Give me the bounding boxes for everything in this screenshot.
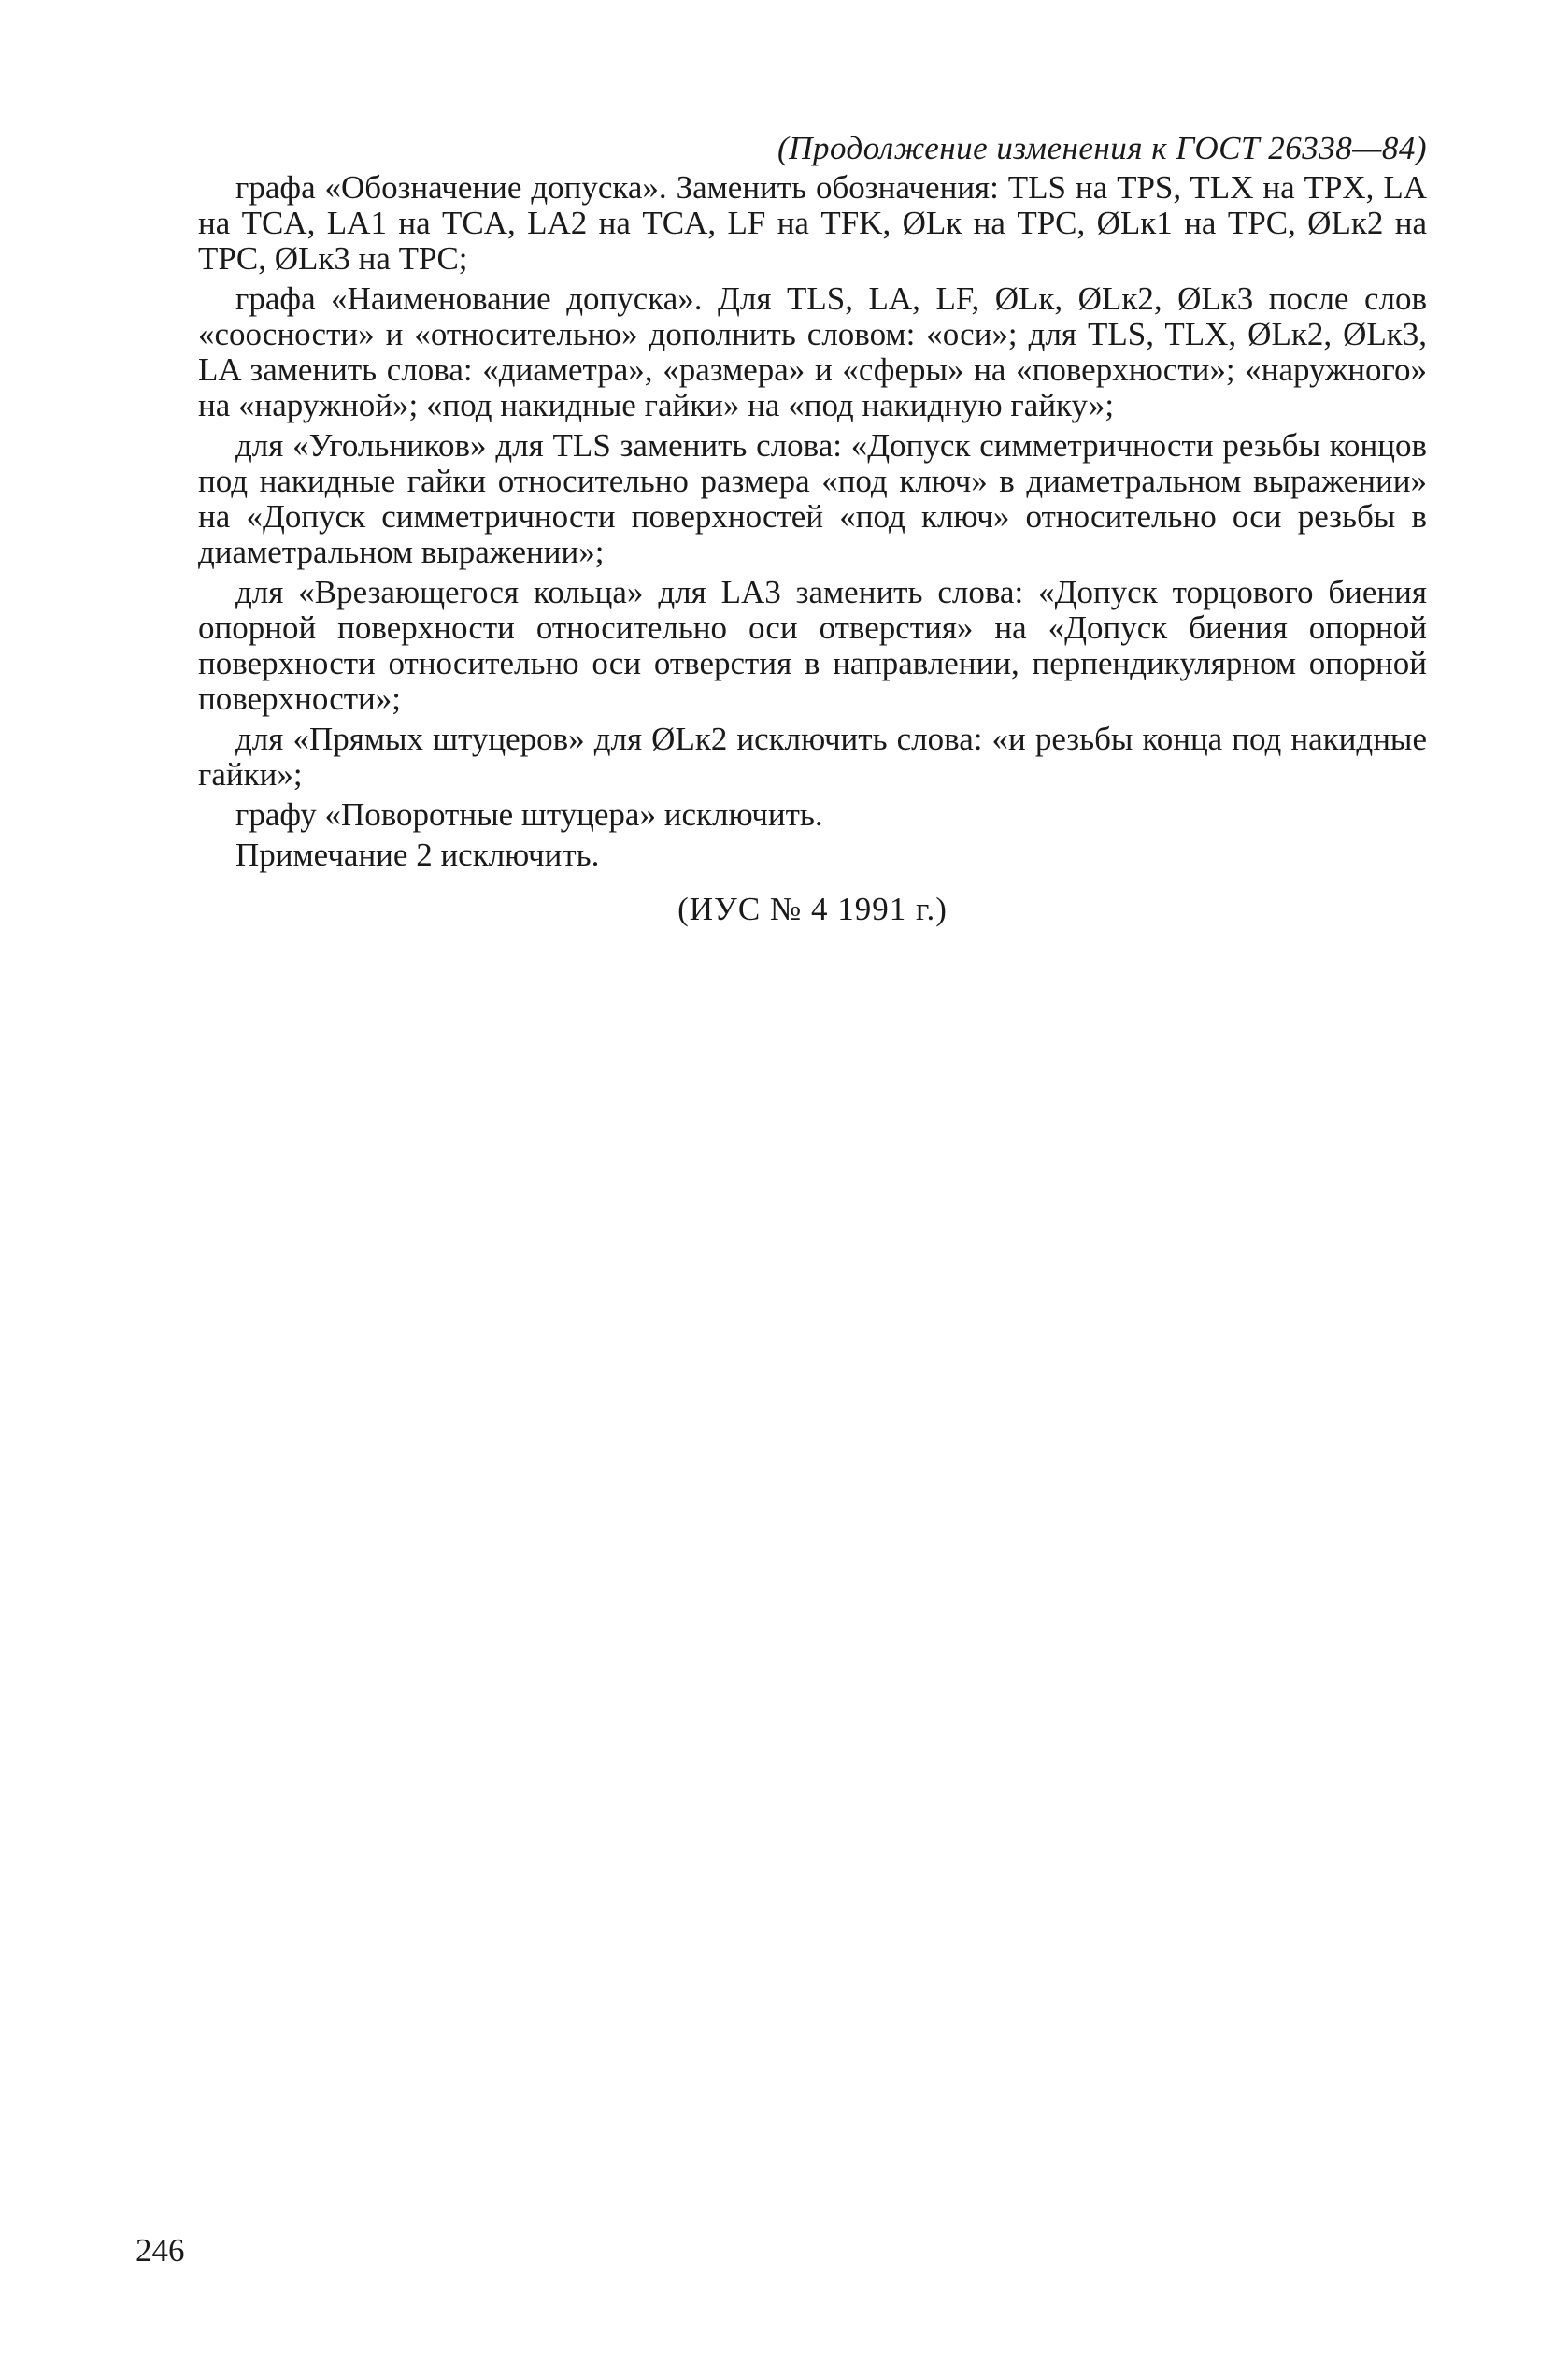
paragraph-note: Примечание 2 исключить. — [235, 837, 600, 873]
paragraph-naming: графа «Наименование допуска». Для TLS, LA, LF, ØLк, ØLк2, ØLк3 после слов «соосности» и «относительно» дополнить словом: «оси»; для TLS, TLX, ØLк2, ØLк3, LA заменить слова: «диаметра», «размера» и «сферы» на «поверхности»; «наружного» на «наружной»; «под накидные гайки» на «под накидную гайку»; — [198, 280, 1427, 423]
document-body — [198, 131, 1427, 927]
continuation-header: (Продолжение изменения к ГОСТ 26338—84) — [777, 130, 1427, 166]
page-number: 246 — [135, 2232, 185, 2269]
paragraph-elbows: для «Угольников» для TLS заменить слова: «Допуск симметричности резьбы концов под накидные гайки относительно размера «под ключ» в диаметральном выражении» на «Допуск симметричности поверхностей «под ключ» относительно оси резьбы в диаметральном выражении»; — [198, 427, 1427, 570]
paragraph-cutting-ring: для «Врезающегося кольца» для LA3 заменить слова: «Допуск торцового биения опорной поверхности относительно оси отверстия» на «Допуск биения опорной поверхности относительно оси отверстия в направлении, перпендикулярном опорной поверхности»; — [198, 574, 1427, 717]
paragraph-straight-fittings: для «Прямых штуцеров» для ØLк2 исключить слова: «и резьбы конца под накидные гайки»; — [198, 721, 1427, 793]
paragraph-swivel-fittings: графу «Поворотные штуцера» исключить. — [235, 796, 823, 833]
source-reference: (ИУС № 4 1991 г.) — [677, 891, 948, 927]
paragraph-designation: графа «Обозначение допуска». Заменить обозначения: TLS на TPS, TLX на TPX, LA на TCA, LA1 на TCA, LA2 на TCA, LF на TFK, ØLк на TPC, ØLк1 на TPC, ØLк2 на TPC, ØLк3 на TPC; — [198, 169, 1427, 277]
